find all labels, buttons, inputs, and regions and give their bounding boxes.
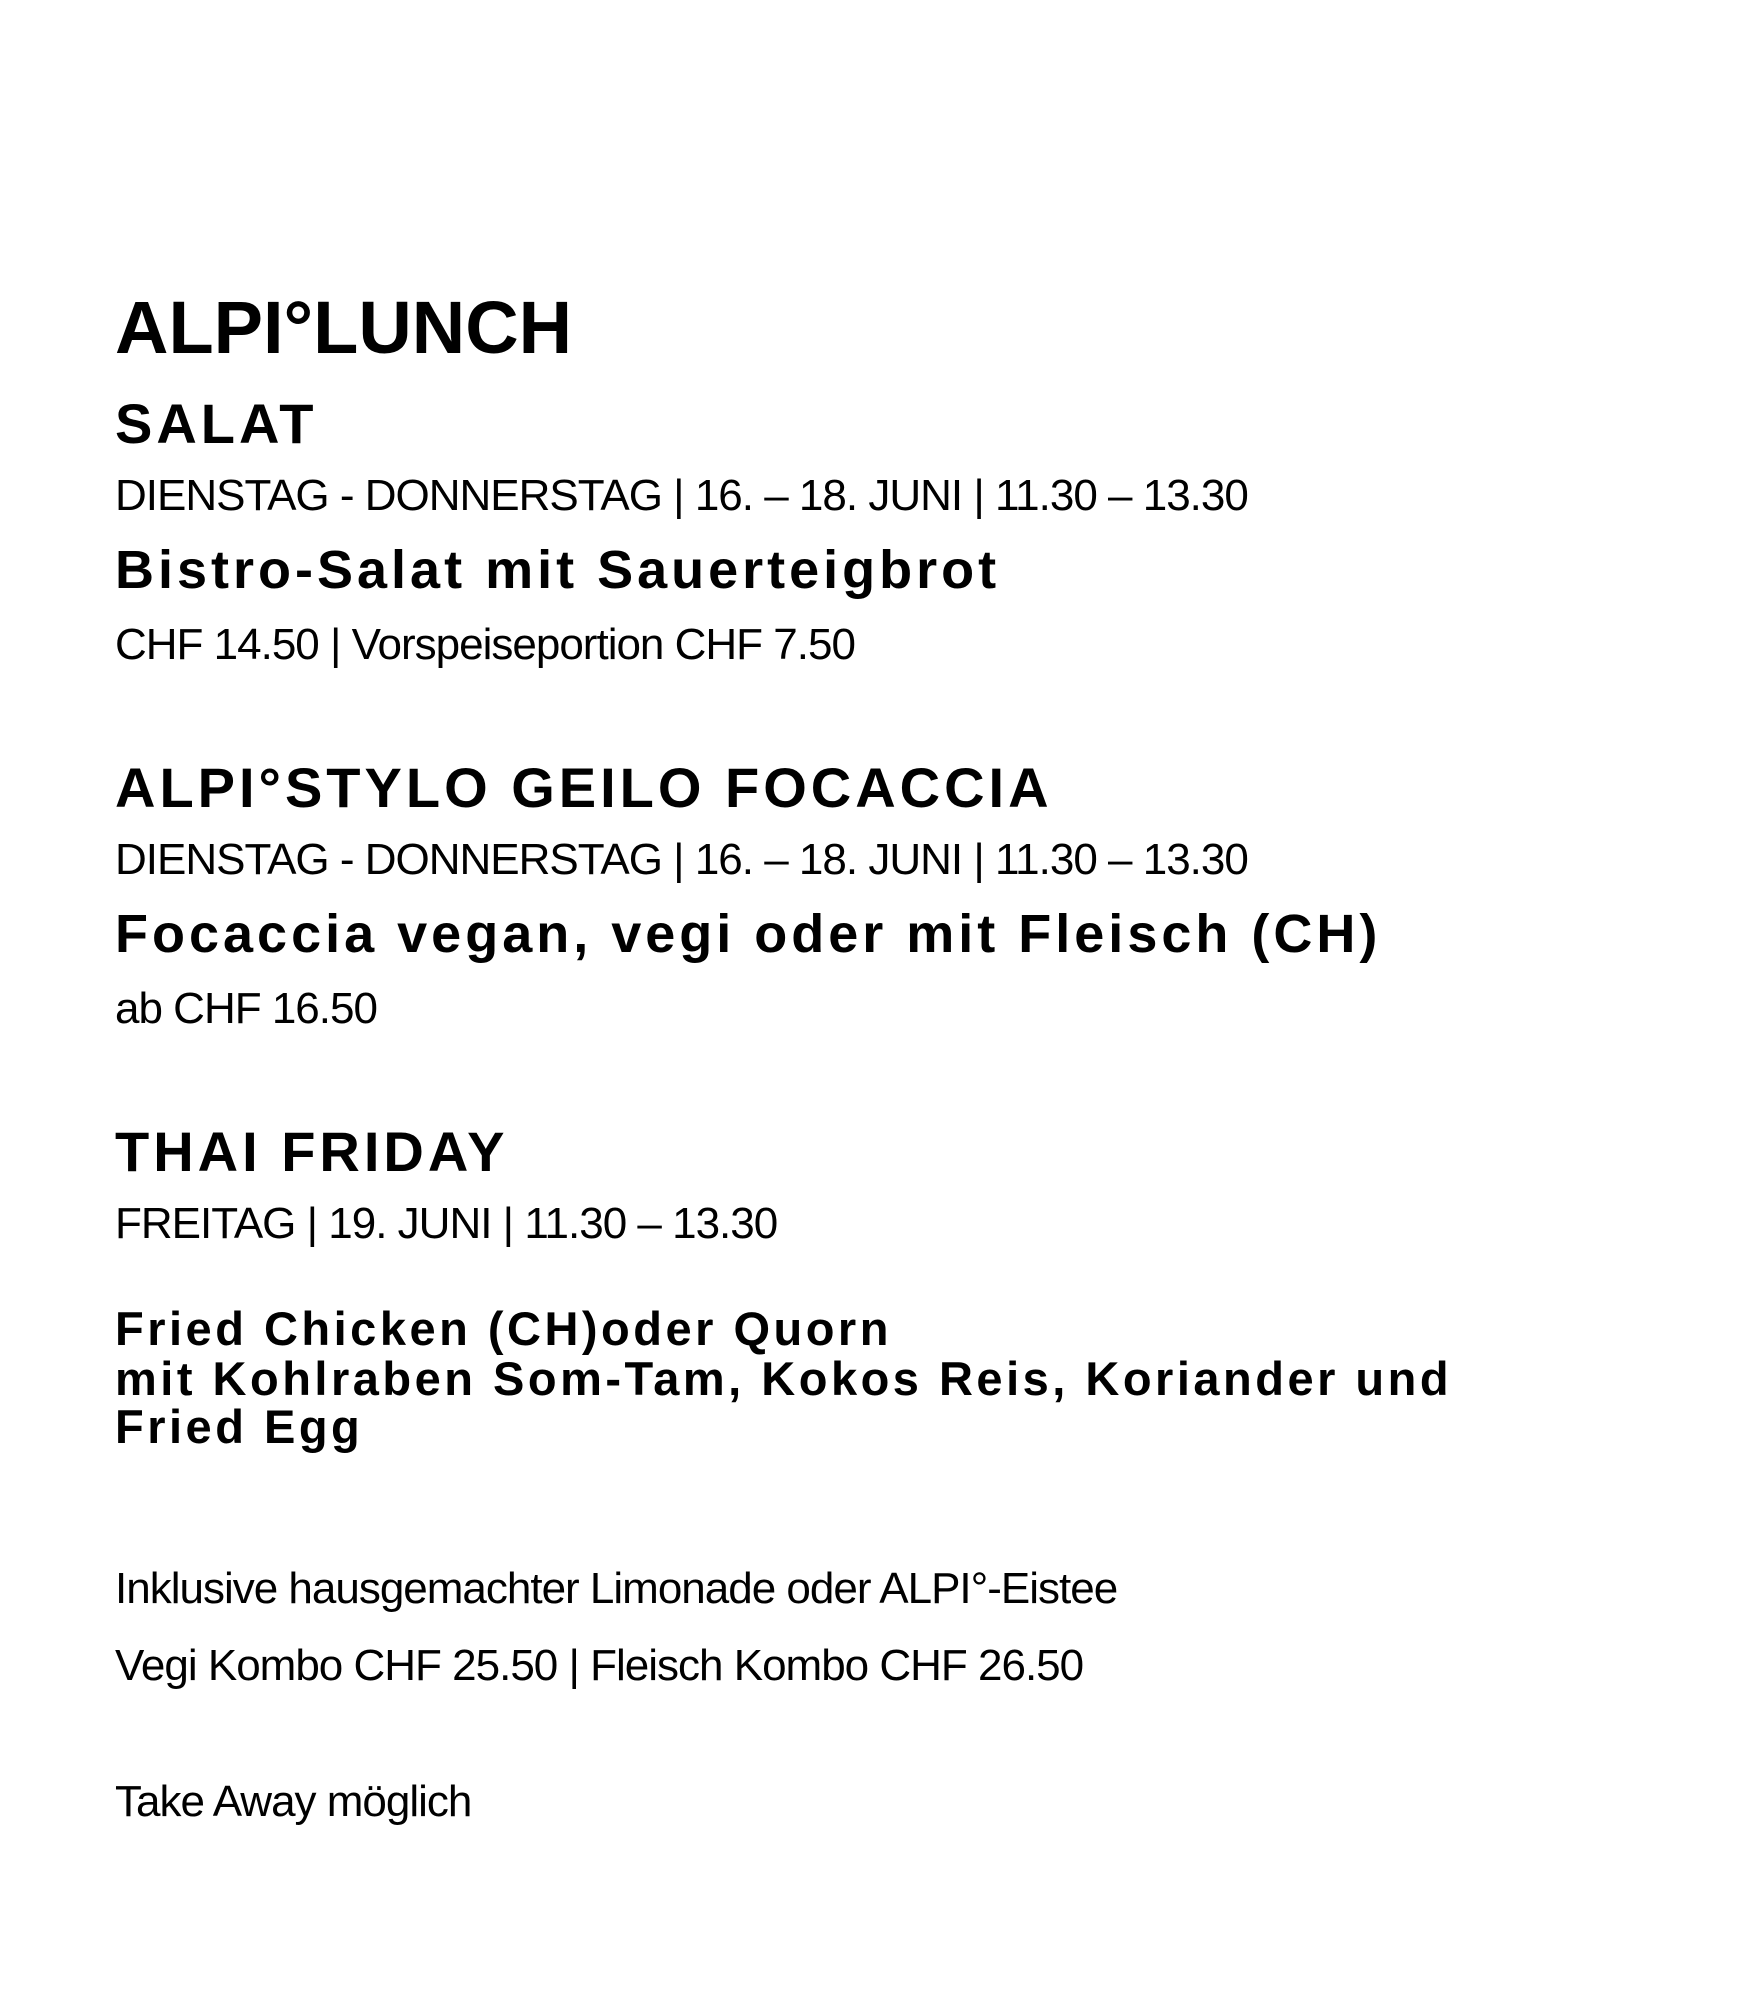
section-heading-salat: SALAT bbox=[115, 392, 318, 455]
dish-line-1-thai-friday: Fried Chicken (CH)oder Quorn bbox=[115, 1302, 892, 1355]
section-schedule-focaccia: DIENSTAG - DONNERSTAG | 16. – 18. JUNI | 11.30 – 13.30 bbox=[115, 835, 1248, 884]
takeaway-note: Take Away möglich bbox=[115, 1777, 472, 1826]
section-heading-focaccia: ALPI°STYLO GEILO FOCACCIA bbox=[115, 756, 1053, 819]
dish-price-focaccia: ab CHF 16.50 bbox=[115, 984, 377, 1033]
section-schedule-salat: DIENSTAG - DONNERSTAG | 16. – 18. JUNI | 11.30 – 13.30 bbox=[115, 471, 1248, 520]
menu-title: ALPI°LUNCH bbox=[115, 286, 573, 369]
drinks-note: Inklusive hausgemachter Limonade oder ALPI°-Eistee bbox=[115, 1564, 1118, 1613]
combo-prices: Vegi Kombo CHF 25.50 | Fleisch Kombo CHF 26.50 bbox=[115, 1641, 1084, 1690]
section-schedule-thai-friday: FREITAG | 19. JUNI | 11.30 – 13.30 bbox=[115, 1199, 778, 1248]
dish-line-2-thai-friday: mit Kohlraben Som-Tam, Kokos Reis, Koriander und bbox=[115, 1352, 1453, 1405]
section-heading-thai-friday: THAI FRIDAY bbox=[115, 1120, 509, 1183]
dish-name-salat: Bistro-Salat mit Sauerteigbrot bbox=[115, 540, 1001, 600]
dish-price-salat: CHF 14.50 | Vorspeiseportion CHF 7.50 bbox=[115, 620, 855, 669]
dish-line-3-thai-friday: Fried Egg bbox=[115, 1400, 364, 1453]
dish-name-focaccia: Focaccia vegan, vegi oder mit Fleisch (CH) bbox=[115, 904, 1382, 964]
